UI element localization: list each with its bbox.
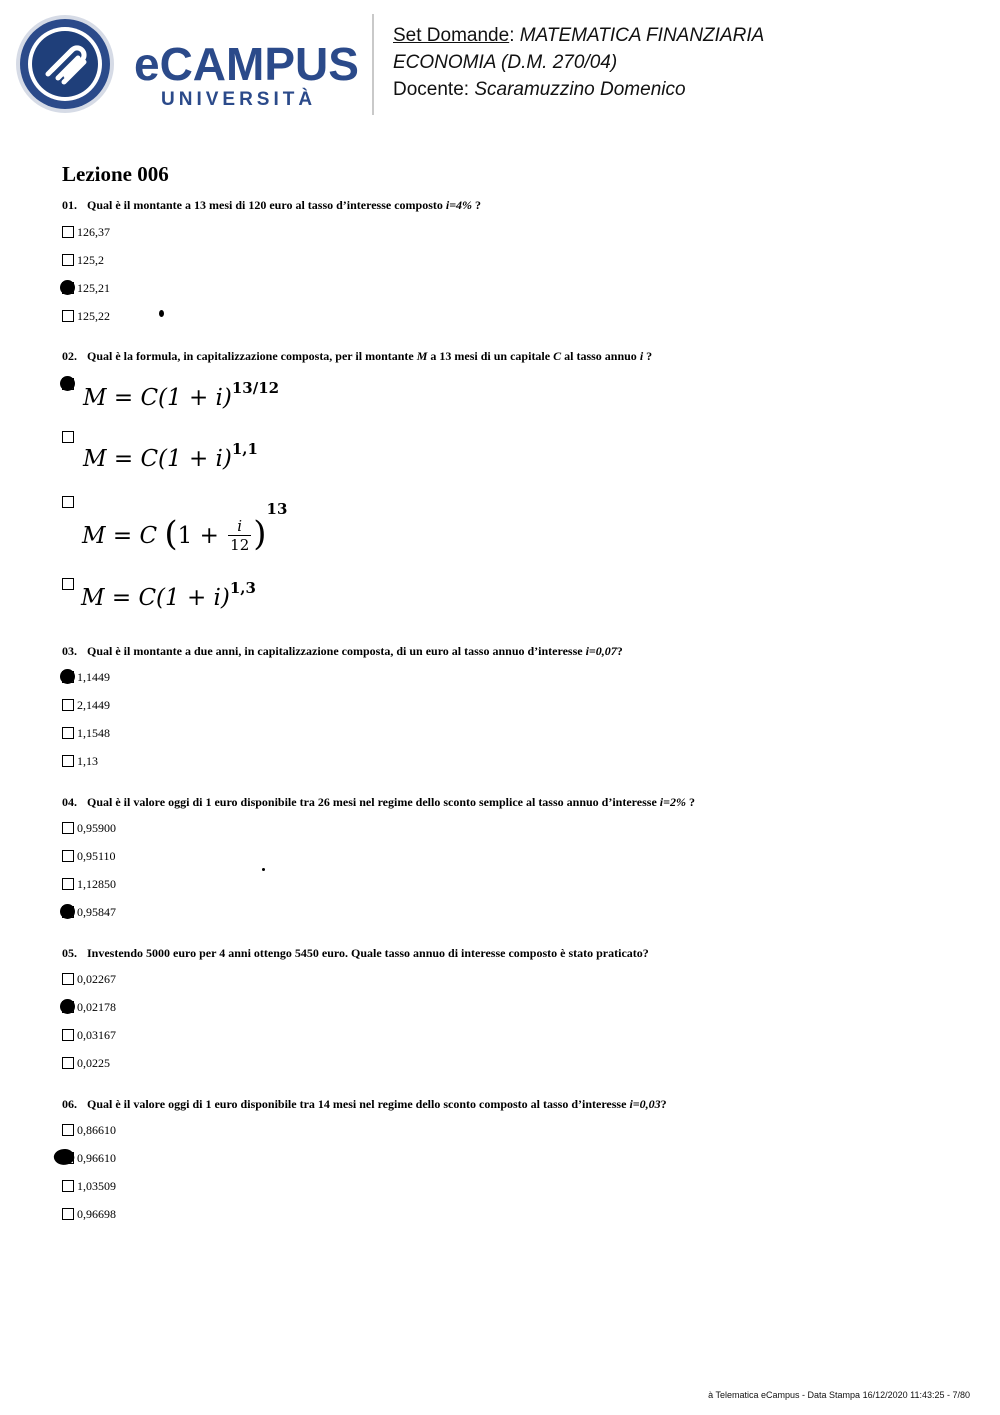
checkbox-marked[interactable] xyxy=(62,1001,74,1013)
answer-option[interactable] xyxy=(62,377,77,395)
answer-option[interactable]: 1,13 xyxy=(62,753,98,769)
set-label: Set Domande xyxy=(393,25,510,46)
page-footer: à Telematica eCampus - Data Stampa 16/12/2020 11:43:25 - 7/80 xyxy=(708,1390,970,1400)
header-info: Set Domande: MATEMATICA FINANZIARIA ECONOMIA (D.M. 270/04) Docente: Scaramuzzino Domenico xyxy=(393,25,765,100)
answer-option[interactable]: 0,96698 xyxy=(62,1206,116,1222)
checkbox[interactable] xyxy=(62,1180,74,1192)
answer-option[interactable]: 1,12850 xyxy=(62,876,116,892)
answer-option[interactable]: 0,02267 xyxy=(62,971,116,987)
answer-option[interactable]: 125,2 xyxy=(62,252,104,268)
answer-option[interactable]: 126,37 xyxy=(62,224,110,240)
checkbox[interactable] xyxy=(62,973,74,985)
checkbox[interactable] xyxy=(62,254,74,266)
checkbox[interactable] xyxy=(62,755,74,767)
checkbox-marked[interactable] xyxy=(62,671,74,683)
question-05: 05. Investendo 5000 euro per 4 anni ottengo 5450 euro. Quale tasso annuo di interesse composto è stato praticato? xyxy=(62,946,649,960)
question-01: 01. Qual è il montante a 13 mesi di 120 euro al tasso d’interesse composto i=4% ? xyxy=(62,198,482,212)
answer-option[interactable]: 0,03167 xyxy=(62,1027,116,1043)
checkbox[interactable] xyxy=(62,310,74,322)
answer-option[interactable]: 0,95900 xyxy=(62,820,116,836)
checkbox[interactable] xyxy=(62,699,74,711)
ecampus-logo xyxy=(14,12,359,116)
question-02: 02. Qual è la formula, in capitalizzazione composta, per il montante M a 13 mesi di un capitale C al tasso annuo i ? xyxy=(62,349,653,363)
checkbox[interactable] xyxy=(62,496,74,508)
answer-option[interactable]: 1,1449 xyxy=(62,669,110,685)
answer-option[interactable]: 2,1449 xyxy=(62,697,110,713)
checkbox-marked[interactable] xyxy=(62,282,74,294)
answer-option[interactable]: 0,02178 xyxy=(62,999,116,1015)
checkbox-marked[interactable] xyxy=(62,378,74,390)
brand-subtitle: UNIVERSITÀ xyxy=(161,89,317,110)
checkbox[interactable] xyxy=(62,850,74,862)
ink-dot xyxy=(262,868,265,871)
question-06: 06. Qual è il valore oggi di 1 euro disponibile tra 14 mesi nel regime dello sconto composto al tasso d’interesse i=0,03? xyxy=(62,1097,667,1111)
answer-option[interactable]: 0,95110 xyxy=(62,848,116,864)
question-04: 04. Qual è il valore oggi di 1 euro disponibile tra 26 mesi nel regime dello sconto semplice al tasso annuo d’interesse i=2% ? xyxy=(62,795,695,809)
answer-option[interactable]: 1,03509 xyxy=(62,1178,116,1194)
answer-option[interactable] xyxy=(62,430,77,448)
answer-option[interactable]: 125,22 xyxy=(62,308,110,324)
checkbox[interactable] xyxy=(62,822,74,834)
header-divider xyxy=(372,14,374,115)
checkbox[interactable] xyxy=(62,1208,74,1220)
formula-option-4: $M = C(1 + i)^{1,3}$ xyxy=(81,579,256,611)
answer-option[interactable] xyxy=(62,495,77,513)
checkbox[interactable] xyxy=(62,1124,74,1136)
checkbox[interactable] xyxy=(62,1029,74,1041)
course-subtitle: ECONOMIA (D.M. 270/04) xyxy=(393,52,618,73)
teacher-label: Docente xyxy=(393,79,464,100)
formula-option-1: $M = C(1 + i)^{13/12}$ xyxy=(83,379,280,411)
question-03: 03. Qual è il montante a due anni, in capitalizzazione composta, di un euro al tasso annuo d’interesse i=0,07? xyxy=(62,644,623,658)
ink-dot xyxy=(159,310,164,317)
answer-option[interactable] xyxy=(62,577,77,595)
checkbox[interactable] xyxy=(62,226,74,238)
checkbox[interactable] xyxy=(62,1057,74,1069)
checkbox[interactable] xyxy=(62,878,74,890)
teacher-name: Scaramuzzino Domenico xyxy=(474,79,686,100)
brand-name: eCAMPUS xyxy=(134,38,359,90)
answer-option[interactable]: 0,95847 xyxy=(62,904,116,920)
checkbox[interactable] xyxy=(62,431,74,443)
answer-option[interactable]: 0,86610 xyxy=(62,1122,116,1138)
lesson-title: Lezione 006 xyxy=(62,162,169,186)
answer-option[interactable]: 125,21 xyxy=(62,280,110,296)
formula-option-3: M = C (1 + $\frac{i}{12}$ )$^{13}$ xyxy=(82,500,288,554)
answer-option[interactable]: 0,96610 xyxy=(62,1150,116,1166)
formula-option-2: $M = C(1 + i)^{1,1}$ xyxy=(83,440,258,472)
course-title: MATEMATICA FINANZIARIA xyxy=(519,25,765,46)
checkbox[interactable] xyxy=(62,727,74,739)
answer-option[interactable]: 0,0225 xyxy=(62,1055,110,1071)
checkbox[interactable] xyxy=(62,578,74,590)
checkbox-marked[interactable] xyxy=(62,1152,74,1164)
answer-option[interactable]: 1,1548 xyxy=(62,725,110,741)
checkbox-marked[interactable] xyxy=(62,906,74,918)
